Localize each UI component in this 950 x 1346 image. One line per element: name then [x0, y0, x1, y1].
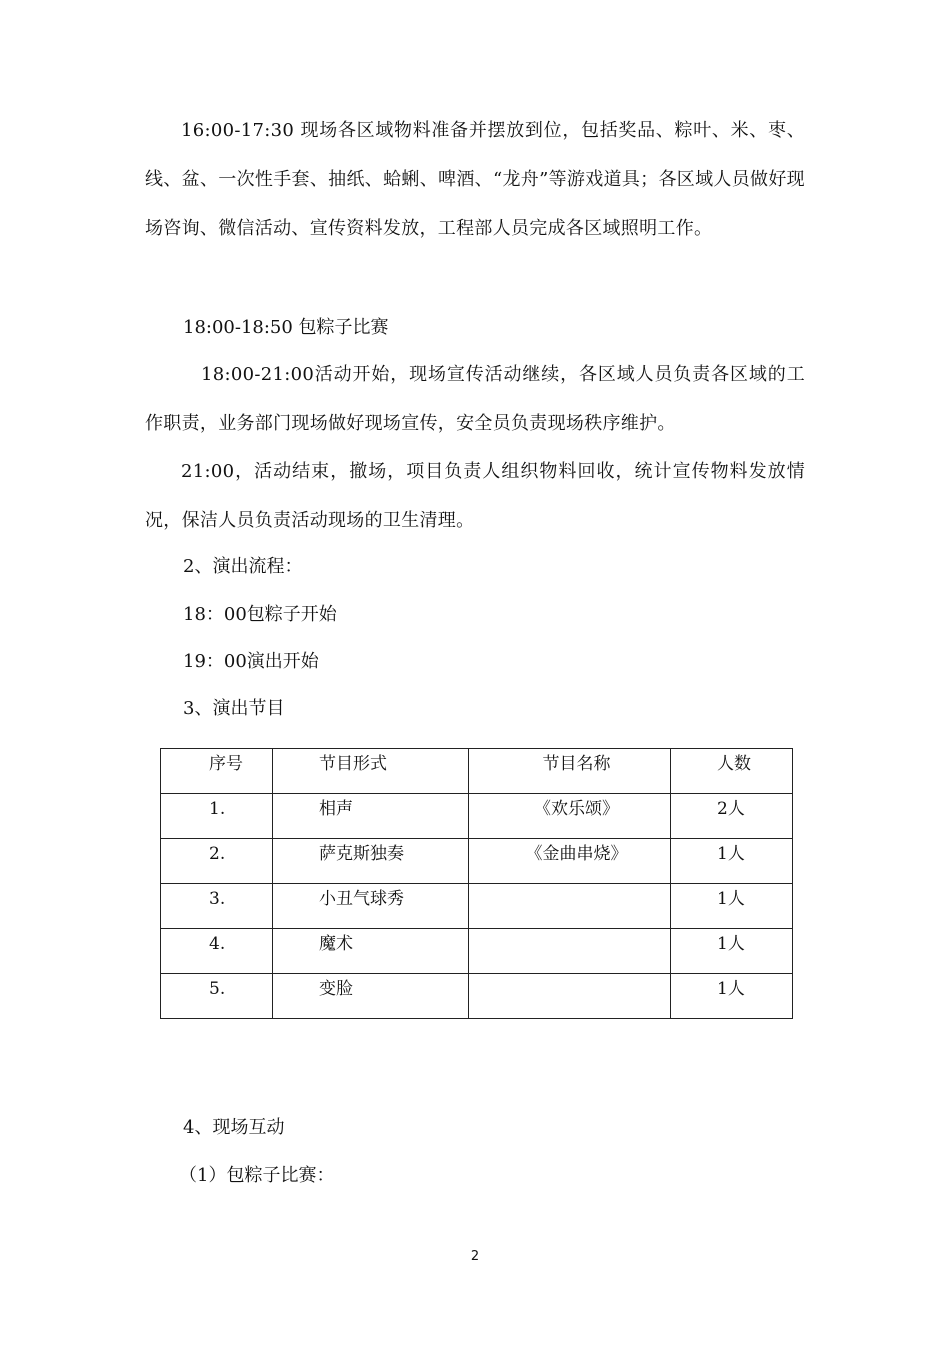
- table-row: [161, 794, 793, 839]
- page-number: 2: [470, 1249, 480, 1264]
- table-row: [161, 929, 793, 974]
- program-table: [160, 748, 793, 1019]
- activity-paragraph: 18:00-21:00活动开始，现场宣传活动继续，各区域人员负责各区域的工作职责，业务部门现场做好现场宣传，安全员负责现场秩序维护。: [145, 364, 805, 434]
- performance-flow-heading: 2、演出流程：: [183, 556, 303, 577]
- header-cell-name: 节目名称: [469, 749, 671, 794]
- table-row: [161, 839, 793, 884]
- cell-form: 变脸: [273, 974, 469, 1019]
- cell-number: 4.: [161, 929, 273, 974]
- cell-people: 1人: [671, 929, 793, 974]
- cell-form: 小丑气球秀: [273, 884, 469, 929]
- performance-program-heading: 3、演出节目: [183, 698, 285, 719]
- contest-time-line: 18:00-18:50 包粽子比赛: [183, 317, 389, 338]
- header-cell-number: 序号: [161, 749, 273, 794]
- onsite-interaction-heading: 4、现场互动: [183, 1117, 285, 1138]
- cell-people: 1人: [671, 884, 793, 929]
- cell-number: 3.: [161, 884, 273, 929]
- flow-item-dumpling-start: 18：00包粽子开始: [183, 604, 337, 625]
- table-header-row: [161, 749, 793, 794]
- cell-name: [469, 974, 671, 1019]
- cell-number: 1.: [161, 794, 273, 839]
- setup-paragraph: 16:00-17:30 现场各区域物料准备并摆放到位，包括奖品、粽叶、米、枣、线、盆、一次性手套、抽纸、蛤蜊、啤酒、“龙舟”等游戏道具；各区域人员做好现场咨询、微信活动、宣传资料发放，工程部人员完成各区域照明工作。: [145, 120, 805, 239]
- cell-people: 2人: [671, 794, 793, 839]
- header-cell-people: 人数: [671, 749, 793, 794]
- cell-name: 《金曲串烧》: [469, 839, 671, 884]
- cell-form: 相声: [273, 794, 469, 839]
- cell-people: 1人: [671, 974, 793, 1019]
- header-cell-form: 节目形式: [273, 749, 469, 794]
- cell-number: 5.: [161, 974, 273, 1019]
- table-row: [161, 974, 793, 1019]
- cell-form: 魔术: [273, 929, 469, 974]
- cell-people: 1人: [671, 839, 793, 884]
- table-row: [161, 884, 793, 929]
- cell-name: [469, 929, 671, 974]
- cell-number: 2.: [161, 839, 273, 884]
- closing-paragraph: 21:00，活动结束，撤场，项目负责人组织物料回收，统计宣传物料发放情况，保洁人员负责活动现场的卫生清理。: [145, 461, 805, 531]
- dumpling-contest-subheading: （1）包粽子比赛：: [179, 1165, 335, 1186]
- flow-item-show-start: 19：00演出开始: [183, 651, 319, 672]
- cell-form: 萨克斯独奏: [273, 839, 469, 884]
- cell-name: [469, 884, 671, 929]
- cell-name: 《欢乐颂》: [469, 794, 671, 839]
